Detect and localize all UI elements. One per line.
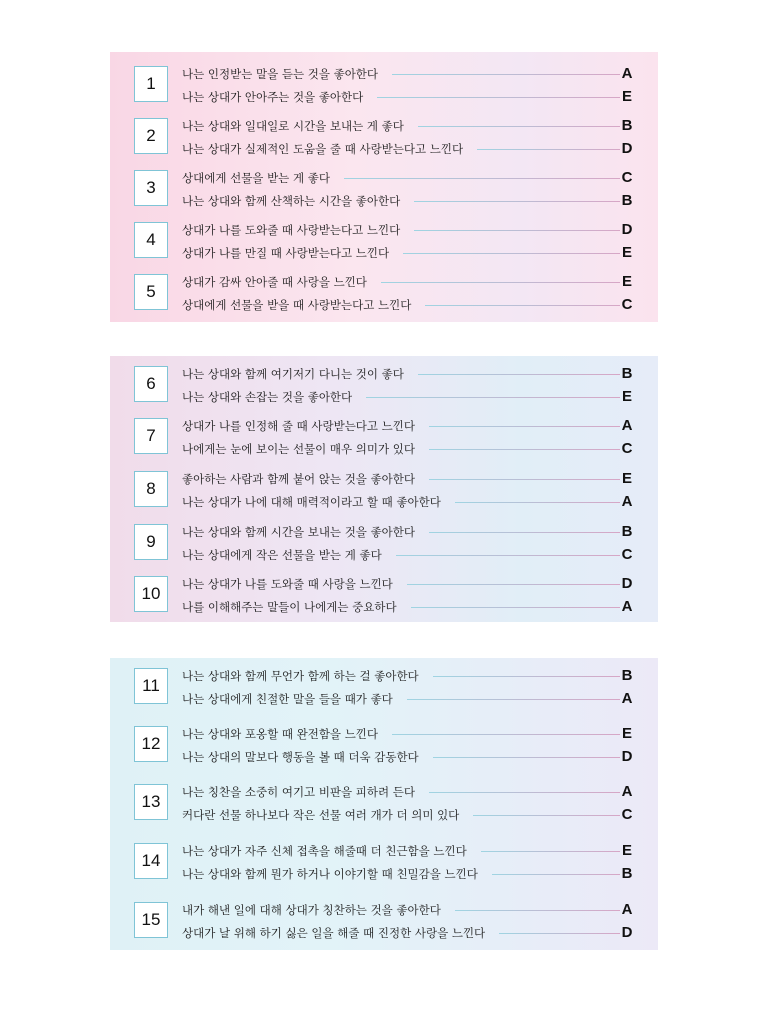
leader-line: [377, 97, 620, 98]
answer-letter: E: [621, 725, 632, 742]
leader-line: [344, 178, 620, 179]
question-number: 13: [134, 784, 168, 820]
leader-line: [499, 933, 620, 934]
leader-line: [418, 126, 620, 127]
statement-text: 상대가 나를 도와줄 때 사랑받는다고 느낀다: [182, 223, 401, 237]
leader-line: [429, 479, 620, 480]
statement-row: [182, 689, 658, 709]
question-item: [110, 574, 658, 618]
leader-line: [414, 230, 620, 231]
answer-letter: C: [621, 169, 633, 186]
statement-text: 내가 해낸 일에 대해 상대가 칭찬하는 것을 좋아한다: [182, 903, 441, 917]
statement-row: [182, 782, 658, 802]
statement-text: 나는 상대에게 친절한 말을 들을 때가 좋다: [182, 692, 393, 706]
statement-row: [182, 439, 658, 459]
answer-letter: A: [621, 65, 633, 82]
statement-row: [182, 747, 658, 767]
statement-text: 나는 상대와 일대일로 시간을 보내는 게 좋다: [182, 119, 404, 133]
statement-row: [182, 864, 658, 884]
question-number: 5: [134, 274, 168, 310]
leader-line: [411, 607, 620, 608]
statement-row: [182, 492, 658, 512]
question-number: 4: [134, 222, 168, 258]
question-number: 10: [134, 576, 168, 612]
quiz-panel-1: [110, 52, 658, 322]
quiz-panel-3: [110, 658, 658, 950]
statement-text: 나에게는 눈에 보이는 선물이 매우 의미가 있다: [182, 442, 416, 456]
leader-line: [414, 201, 620, 202]
leader-line: [425, 305, 620, 306]
statement-text: 상대가 날 위해 하기 싫은 일을 해줄 때 진정한 사랑을 느낀다: [182, 926, 486, 940]
leader-line: [433, 757, 620, 758]
statement-text: 나는 상대와 함께 산책하는 시간을 좋아한다: [182, 194, 401, 208]
statement-row: [182, 272, 658, 292]
statement-text: 상대가 나를 만질 때 사랑받는다고 느낀다: [182, 246, 390, 260]
leader-line: [477, 149, 620, 150]
statement-row: [182, 168, 658, 188]
statement-text: 나는 상대가 나에 대해 매력적이라고 할 때 좋아한다: [182, 495, 441, 509]
leader-line: [392, 74, 620, 75]
answer-letter: B: [621, 865, 633, 882]
leader-line: [455, 910, 620, 911]
statement-text: 나를 이해해주는 말들이 나에게는 중요하다: [182, 600, 397, 614]
statement-text: 나는 상대의 말보다 행동을 볼 때 더욱 감동한다: [182, 750, 419, 764]
statement-text: 나는 상대와 함께 여기저기 다니는 것이 좋다: [182, 367, 404, 381]
statement-text: 상대에게 선물을 받는 게 좋다: [182, 171, 330, 185]
statement-text: 나는 상대와 함께 시간을 보내는 것을 좋아한다: [182, 525, 416, 539]
answer-letter: C: [621, 296, 633, 313]
statement-row: [182, 416, 658, 436]
answer-letter: D: [621, 924, 633, 941]
answer-letter: E: [621, 88, 632, 105]
answer-letter: D: [621, 221, 633, 238]
leader-line: [381, 282, 620, 283]
answer-letter: A: [621, 417, 633, 434]
leader-line: [429, 426, 620, 427]
statement-row: [182, 87, 658, 107]
statement-text: 나는 상대가 나를 도와줄 때 사랑을 느낀다: [182, 577, 393, 591]
statement-text: 나는 인정받는 말을 듣는 것을 좋아한다: [182, 67, 379, 81]
question-item: [110, 900, 658, 944]
question-item: [110, 64, 658, 108]
answer-letter: D: [621, 748, 633, 765]
quiz-panel-2: [110, 356, 658, 622]
statement-text: 나는 상대가 자주 신체 접촉을 해줄때 더 친근함을 느낀다: [182, 844, 467, 858]
statement-text: 나는 상대와 포옹할 때 완전함을 느낀다: [182, 727, 379, 741]
statement-row: [182, 220, 658, 240]
question-item: [110, 841, 658, 885]
question-item: [110, 724, 658, 768]
leader-line: [429, 449, 620, 450]
statement-text: 나는 상대에게 작은 선물을 받는 게 좋다: [182, 548, 382, 562]
question-number: 7: [134, 418, 168, 454]
answer-letter: C: [621, 806, 633, 823]
answer-letter: B: [621, 365, 633, 382]
question-number: 3: [134, 170, 168, 206]
answer-letter: E: [621, 273, 632, 290]
statement-text: 나는 상대가 안아주는 것을 좋아한다: [182, 90, 364, 104]
answer-letter: C: [621, 440, 633, 457]
leader-line: [407, 584, 620, 585]
statement-row: [182, 364, 658, 384]
statement-row: [182, 597, 658, 617]
question-number: 9: [134, 524, 168, 560]
leader-line: [396, 555, 620, 556]
statement-row: [182, 545, 658, 565]
leader-line: [429, 792, 620, 793]
leader-line: [455, 502, 620, 503]
leader-line: [407, 699, 620, 700]
statement-text: 상대가 감싸 안아줄 때 사랑을 느낀다: [182, 275, 367, 289]
answer-letter: E: [621, 842, 632, 859]
statement-row: [182, 64, 658, 84]
statement-row: [182, 805, 658, 825]
statement-row: [182, 522, 658, 542]
statement-text: 커다란 선물 하나보다 작은 선물 여러 개가 더 의미 있다: [182, 808, 460, 822]
answer-letter: D: [621, 140, 633, 157]
answer-letter: B: [621, 523, 633, 540]
question-item: [110, 416, 658, 460]
statement-row: [182, 139, 658, 159]
question-item: [110, 469, 658, 513]
statement-row: [182, 387, 658, 407]
statement-row: [182, 923, 658, 943]
question-number: 8: [134, 471, 168, 507]
question-number: 11: [134, 668, 168, 704]
question-item: [110, 522, 658, 566]
statement-row: [182, 116, 658, 136]
answer-letter: A: [621, 901, 633, 918]
leader-line: [366, 397, 620, 398]
leader-line: [403, 253, 620, 254]
question-item: [110, 168, 658, 212]
statement-text: 나는 상대와 함께 뭔가 하거나 이야기할 때 친밀감을 느낀다: [182, 867, 478, 881]
answer-letter: E: [621, 388, 632, 405]
answer-letter: B: [621, 667, 633, 684]
answer-letter: B: [621, 192, 633, 209]
statement-row: [182, 191, 658, 211]
statement-text: 나는 상대와 손잡는 것을 좋아한다: [182, 390, 353, 404]
question-item: [110, 272, 658, 316]
statement-text: 상대에게 선물을 받을 때 사랑받는다고 느낀다: [182, 298, 412, 312]
answer-letter: A: [621, 493, 633, 510]
answer-letter: E: [621, 244, 632, 261]
leader-line: [392, 734, 620, 735]
question-number: 6: [134, 366, 168, 402]
statement-text: 나는 칭찬을 소중히 여기고 비판을 피하려 든다: [182, 785, 416, 799]
statement-row: [182, 724, 658, 744]
statement-row: [182, 243, 658, 263]
answer-letter: C: [621, 546, 633, 563]
leader-line: [418, 374, 620, 375]
statement-row: [182, 574, 658, 594]
question-item: [110, 666, 658, 710]
statement-row: [182, 469, 658, 489]
question-item: [110, 782, 658, 826]
statement-text: 나는 상대와 함께 무언가 함께 하는 걸 좋아한다: [182, 669, 419, 683]
statement-text: 좋아하는 사람과 함께 붙어 앉는 것을 좋아한다: [182, 472, 416, 486]
question-number: 1: [134, 66, 168, 102]
statement-row: [182, 900, 658, 920]
answer-letter: D: [621, 575, 633, 592]
leader-line: [492, 874, 620, 875]
answer-letter: A: [621, 690, 633, 707]
leader-line: [473, 815, 620, 816]
leader-line: [433, 676, 620, 677]
answer-letter: A: [621, 598, 633, 615]
question-item: [110, 116, 658, 160]
question-number: 14: [134, 843, 168, 879]
answer-letter: B: [621, 117, 633, 134]
question-number: 12: [134, 726, 168, 762]
leader-line: [429, 532, 620, 533]
statement-row: [182, 295, 658, 315]
statement-text: 나는 상대가 실제적인 도움을 줄 때 사랑받는다고 느낀다: [182, 142, 464, 156]
leader-line: [481, 851, 620, 852]
statement-row: [182, 841, 658, 861]
question-item: [110, 364, 658, 408]
statement-text: 상대가 나를 인정해 줄 때 사랑받는다고 느낀다: [182, 419, 416, 433]
question-number: 2: [134, 118, 168, 154]
statement-row: [182, 666, 658, 686]
answer-letter: E: [621, 470, 632, 487]
question-item: [110, 220, 658, 264]
answer-letter: A: [621, 783, 633, 800]
question-number: 15: [134, 902, 168, 938]
